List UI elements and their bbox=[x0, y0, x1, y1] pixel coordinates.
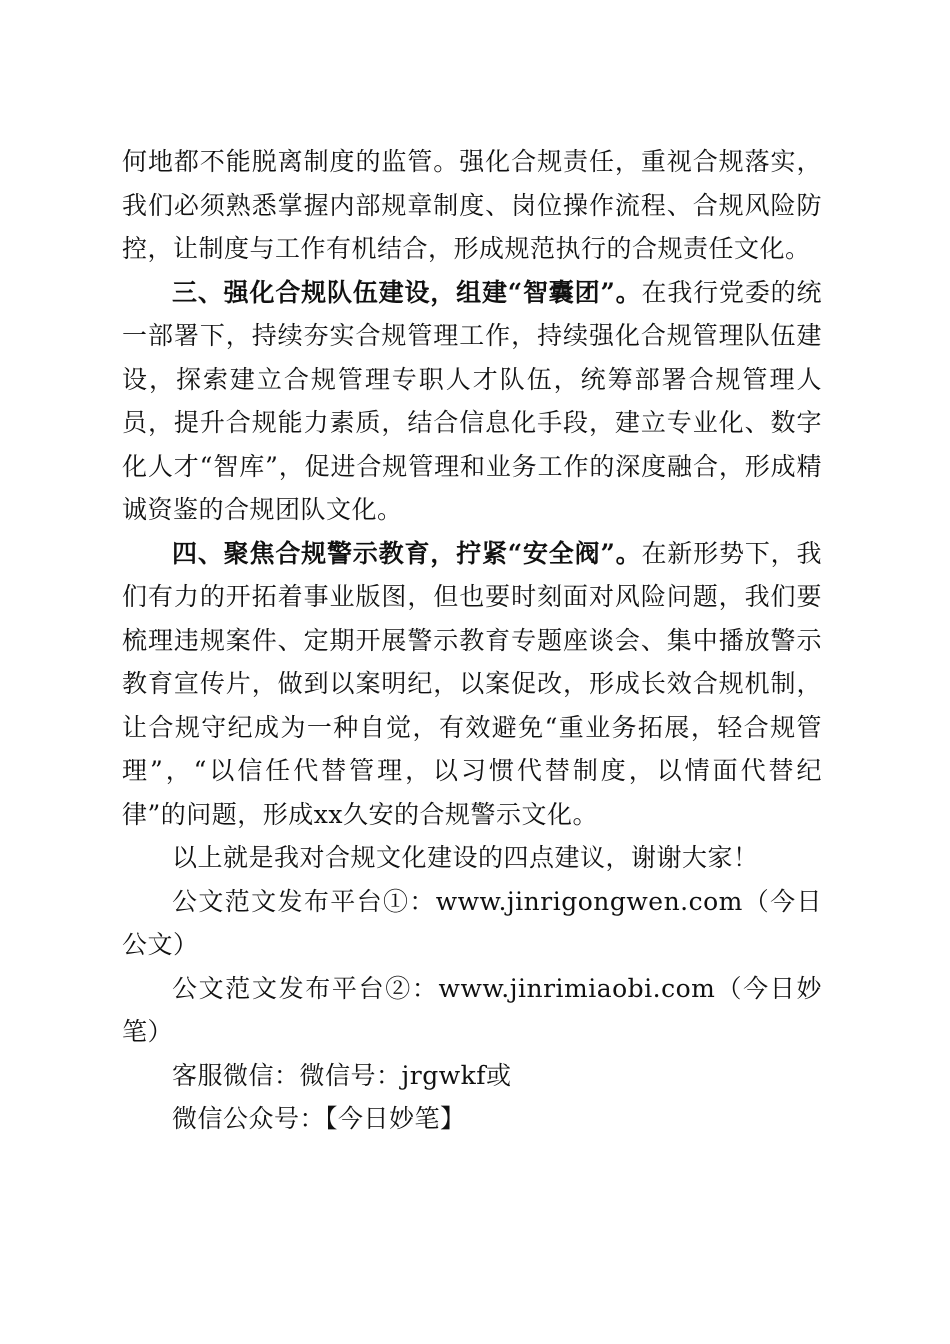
paragraph-continuation: 何地都不能脱离制度的监管。强化合规责任，重视合规落实，我们必须熟悉掌握内部规章制度、岗位操作流程、合规风险防控，让制度与工作有机结合，形成规范执行的合规责任文化。 bbox=[122, 147, 822, 263]
paragraph-section-three bbox=[122, 271, 822, 532]
paragraph-section-four bbox=[122, 532, 822, 837]
section-three-body: 在我行党委的统一部署下，持续夯实合规管理工作，持续强化合规管理队伍建设，探索建立合规管理专职人才队伍，统筹部署合规管理人员，提升合规能力素质，结合信息化手段，建立专业化、数字化人才“智库”，促进合规管理和业务工作的深度融合，形成精诚资鉴的合规团队文化。 bbox=[122, 277, 822, 524]
footer-platform-one: 公文范文发布平台①：www.jinrigongwen.com（今日公文） bbox=[122, 886, 822, 959]
section-three-heading: 三、强化合规队伍建设，组建“智囊团”。 bbox=[172, 277, 642, 307]
paragraph-closing: 以上就是我对合规文化建设的四点建议，谢谢大家！ bbox=[172, 843, 759, 872]
document-body bbox=[122, 140, 822, 1141]
section-four-heading: 四、聚焦合规警示教育，拧紧“安全阀”。 bbox=[172, 538, 642, 568]
section-four-body: 在新形势下，我们有力的开拓着事业版图，但也要时刻面对风险问题，我们要梳理违规案件、定期开展警示教育专题座谈会、集中播放警示教育宣传片，做到以案明纪，以案促改，形成长效合规机制，让合规守纪成为一种自觉，有效避免“重业务拓展，轻合规管理”，“以信任代替管理，以习惯代替制度，以情面代替纪律”的问题，形成xx久安的合规警示文化。 bbox=[122, 538, 822, 829]
footer-platform-two: 公文范文发布平台②：www.jinrimiaobi.com（今日妙笔） bbox=[122, 973, 822, 1046]
footer-official-account: 微信公众号：【今日妙笔】 bbox=[172, 1104, 466, 1133]
footer-customer-service: 客服微信：微信号：jrgwkf或 bbox=[172, 1060, 512, 1090]
